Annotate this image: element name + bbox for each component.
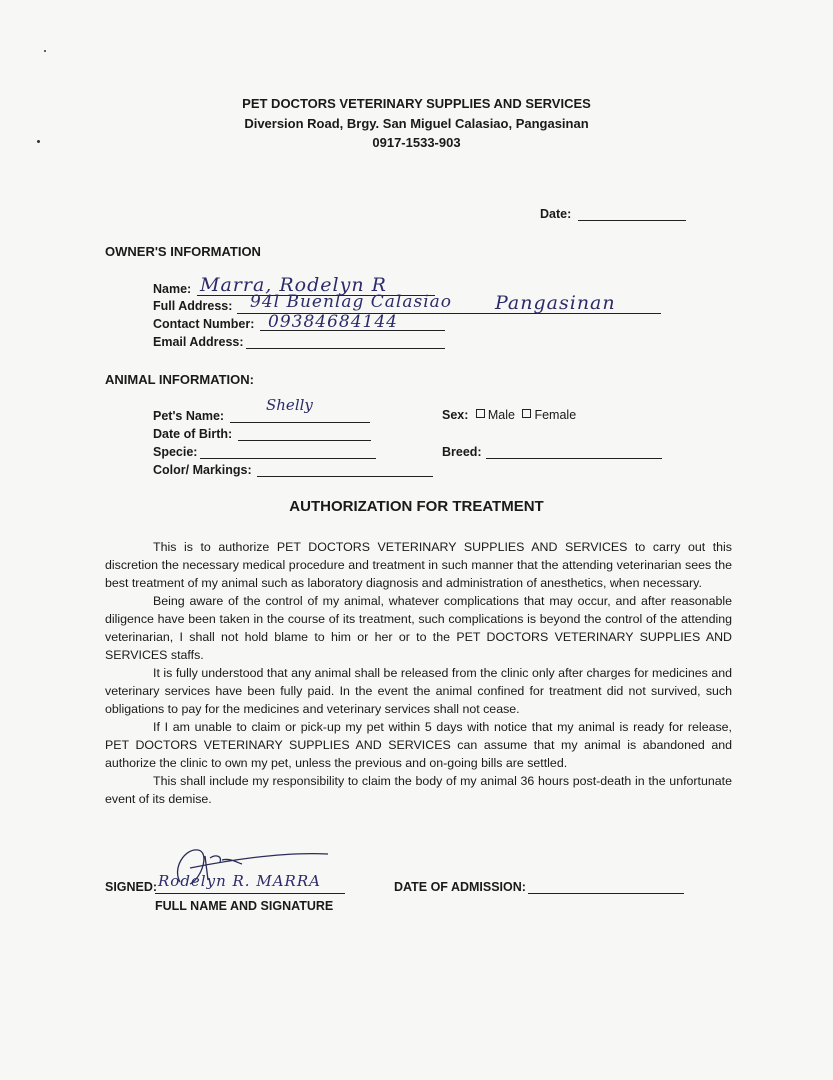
- authorization-paragraph: Being aware of the control of my animal, whatever complications that may occur, and after reasonable diligence have been taken in the course of its treatment, such complications is beyond the control of the attending veterinarian, I shall not hold blame to him or her or to the PET DOCTORS VETERINARY SUPPLIES AND SERVICES staffs.: [105, 594, 732, 662]
- date-line[interactable]: [578, 220, 686, 221]
- scan-speck: [44, 50, 46, 52]
- date-admission-line[interactable]: [528, 893, 684, 894]
- date-label: Date:: [540, 207, 572, 221]
- animal-section-title: ANIMAL INFORMATION:: [105, 372, 254, 387]
- owner-email-line[interactable]: [246, 348, 445, 349]
- company-name: PET DOCTORS VETERINARY SUPPLIES AND SERVICES: [242, 96, 591, 111]
- breed-line[interactable]: [486, 458, 662, 459]
- authorization-paragraph: If I am unable to claim or pick-up my pet within 5 days with notice that my animal is ready for release, PET DOCTORS VETERINARY SUPPLIES AND SERVICES can assume that my animal is abandoned and authorize the clinic to own my pet, unless the previous and on-going bills are settled.: [105, 720, 732, 770]
- authorization-paragraph: This is to authorize PET DOCTORS VETERINARY SUPPLIES AND SERVICES to carry out this discretion the necessary medical procedure and treatment in such manner that the attending veterinarian sees the best treatment of my animal such as laboratory diagnosis and administration of anesthetics, when necessary.: [105, 540, 732, 590]
- male-checkbox[interactable]: [476, 409, 485, 418]
- sex-field: [442, 408, 576, 422]
- owner-name-label: Name:: [153, 282, 192, 296]
- signed-label: SIGNED:: [105, 880, 158, 894]
- company-phone: 0917-1533-903: [372, 135, 461, 150]
- owner-contact-label: Contact Number:: [153, 317, 255, 331]
- signed-name-handwriting: Rodelyn R. MARRA: [158, 872, 321, 890]
- color-line[interactable]: [257, 476, 433, 477]
- owner-email-label: Email Address:: [153, 335, 244, 349]
- dob-label: Date of Birth:: [153, 427, 233, 441]
- sex-label: Sex:: [442, 408, 469, 422]
- owner-name-handwriting: Marra, Rodelyn R: [200, 274, 387, 296]
- authorization-paragraph: It is fully understood that any animal shall be released from the clinic only after charges for medicines and veterinary services have been fully paid. In the event the animal confined for treatment did not survived, such obligations to pay for the medicines and veterinary services shall not cease.: [105, 666, 732, 716]
- owner-contact-handwriting: 09384684144: [268, 312, 398, 332]
- company-address: Diversion Road, Brgy. San Miguel Calasiao, Pangasinan: [244, 116, 589, 131]
- color-label: Color/ Markings:: [153, 463, 252, 477]
- specie-label: Specie:: [153, 445, 198, 459]
- dob-line[interactable]: [238, 440, 371, 441]
- male-option-label: Male: [487, 408, 515, 422]
- female-checkbox[interactable]: [522, 409, 531, 418]
- signature-line[interactable]: [155, 893, 345, 894]
- pet-name-handwriting: Shelly: [266, 396, 313, 414]
- owner-address-handwriting: 94l Buenlag Calasiao: [250, 292, 453, 312]
- owner-address-label: Full Address:: [153, 299, 233, 313]
- authorization-title: AUTHORIZATION FOR TREATMENT: [289, 498, 544, 515]
- owner-province-handwriting: Pangasinan: [495, 292, 616, 314]
- authorization-body: [105, 538, 732, 808]
- specie-line[interactable]: [200, 458, 376, 459]
- date-admission-label: DATE OF ADMISSION:: [394, 880, 526, 894]
- pet-name-label: Pet's Name:: [153, 409, 225, 423]
- owner-section-title: OWNER'S INFORMATION: [105, 244, 261, 259]
- breed-label: Breed:: [442, 445, 482, 459]
- pet-name-line[interactable]: [230, 422, 370, 423]
- signature-caption: FULL NAME AND SIGNATURE: [155, 899, 334, 913]
- authorization-paragraph: This shall include my responsibility to claim the body of my animal 36 hours post-death in the unfortunate event of its demise.: [105, 774, 732, 806]
- female-option-label: Female: [534, 408, 577, 422]
